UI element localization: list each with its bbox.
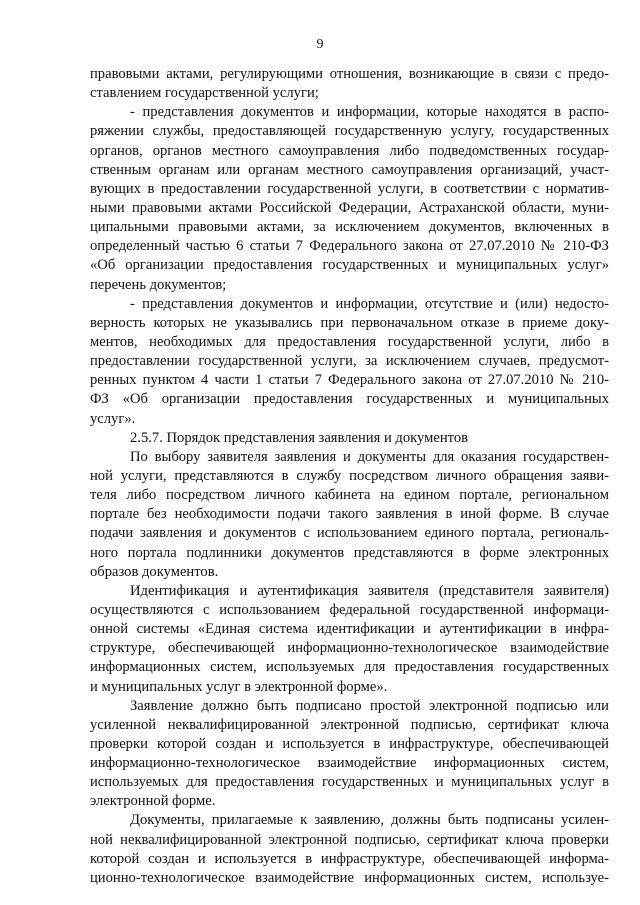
text-line: Документы, прилагаемые к заявлению, должны быть подписаны усилен- — [130, 812, 609, 829]
text-line: ставлением государственной услуги; — [90, 85, 319, 102]
text-line: ной неквалифицированной электронной подписью, сертификат ключа проверки — [90, 831, 609, 848]
text-line: 2.5.7. Порядок представления заявления и документов — [130, 429, 469, 446]
text-line: ционно-технологическое взаимодействие информационных систем, используе- — [90, 869, 609, 886]
text-line: ментов, необходимых для предоставления государственной услуги, либо в — [90, 333, 609, 350]
text-line: образов документов. — [90, 563, 219, 580]
text-line: Заявление должно быть подписано простой электронной подписью или — [130, 697, 609, 714]
text-line: онной системы «Единая система идентификации и аутентификации в инфра- — [90, 621, 609, 638]
text-line: используемых для предоставления государственных и муниципальных услуг в — [90, 774, 609, 791]
text-line: информационных систем, используемых для предоставления государственных — [90, 659, 609, 676]
text-line: ряжении службы, предоставляющей государственную услугу, государственных — [90, 123, 609, 140]
text-line: определенный частью 6 статьи 7 Федерального закона от 27.07.2010 № 210-ФЗ — [90, 238, 609, 255]
text-line: ципальными правовыми актами, за исключением документов, включенных в — [90, 219, 609, 236]
text-line: - представления документов и информации, которые находятся в распо- — [130, 104, 609, 121]
text-line: теля либо посредством личного кабинета на едином портале, региональном — [90, 487, 609, 504]
text-line: услуг». — [90, 410, 136, 427]
text-line: перечень документов; — [90, 276, 227, 293]
text-line: ственным органам или органам местного самоуправления организаций, участ- — [90, 161, 609, 178]
text-line: которой создан и используется в инфраструктуре, обеспечивающей информа- — [90, 850, 609, 867]
text-line: Идентификация и аутентификация заявителя (представителя заявителя) — [130, 582, 609, 599]
text-line: - представления документов и информации, отсутствие и (или) недосто- — [130, 295, 609, 312]
text-line: По выбору заявителя заявления и документы для оказания государствен- — [130, 448, 609, 465]
text-line: «Об организации предоставления государственных и муниципальных услуг» — [90, 257, 609, 274]
text-line: предоставлении государственной услуги, за исключением случаев, предусмот- — [90, 353, 609, 370]
text-line: органов, органов местного самоуправления либо подведомственных государ- — [90, 142, 609, 159]
page-number: 9 — [316, 37, 324, 52]
text-line: структуре, обеспечивающей информационно-технологическое взаимодействие — [90, 640, 609, 657]
text-line: осуществляются с использованием федеральной государственной информаци- — [90, 601, 609, 618]
text-line: ФЗ «Об организации предоставления государственных и муниципальных — [90, 391, 609, 408]
text-line: и муниципальных услуг в электронной форме». — [90, 678, 388, 695]
text-line: ренных пунктом 4 части 1 статьи 7 Федерального закона от 27.07.2010 № 210- — [90, 372, 609, 389]
document-body — [90, 65, 609, 888]
text-line: проверки которой создан и используется в инфраструктуре, обеспечивающей — [90, 735, 609, 752]
text-line: портале без необходимости подачи такого заявления в иной форме. В случае — [90, 506, 609, 523]
text-line: ного портала подлинники документов представляются в форме электронных — [90, 544, 609, 561]
text-line: электронной форме. — [90, 793, 216, 810]
text-line: информационно-технологическое взаимодействие информационных систем, — [90, 755, 609, 772]
text-line: вующих в предоставлении государственной услуги, в соответствии с норматив- — [90, 180, 609, 197]
text-line: ной услуги, представляются в службу посредством личного обращения заяви- — [90, 467, 609, 484]
text-line: ными правовыми актами Российской Федерации, Астраханской области, муни- — [90, 199, 609, 216]
text-line: подачи заявления и документов с использованием единого портала, региональ- — [90, 525, 609, 542]
text-line: усиленной неквалифицированной электронной подписью, сертификат ключа — [90, 716, 609, 733]
text-line: правовыми актами, регулирующими отношения, возникающие в связи с предо- — [90, 66, 609, 82]
text-line: верность которых не указывались при первоначальном отказе в приеме доку- — [90, 314, 609, 331]
